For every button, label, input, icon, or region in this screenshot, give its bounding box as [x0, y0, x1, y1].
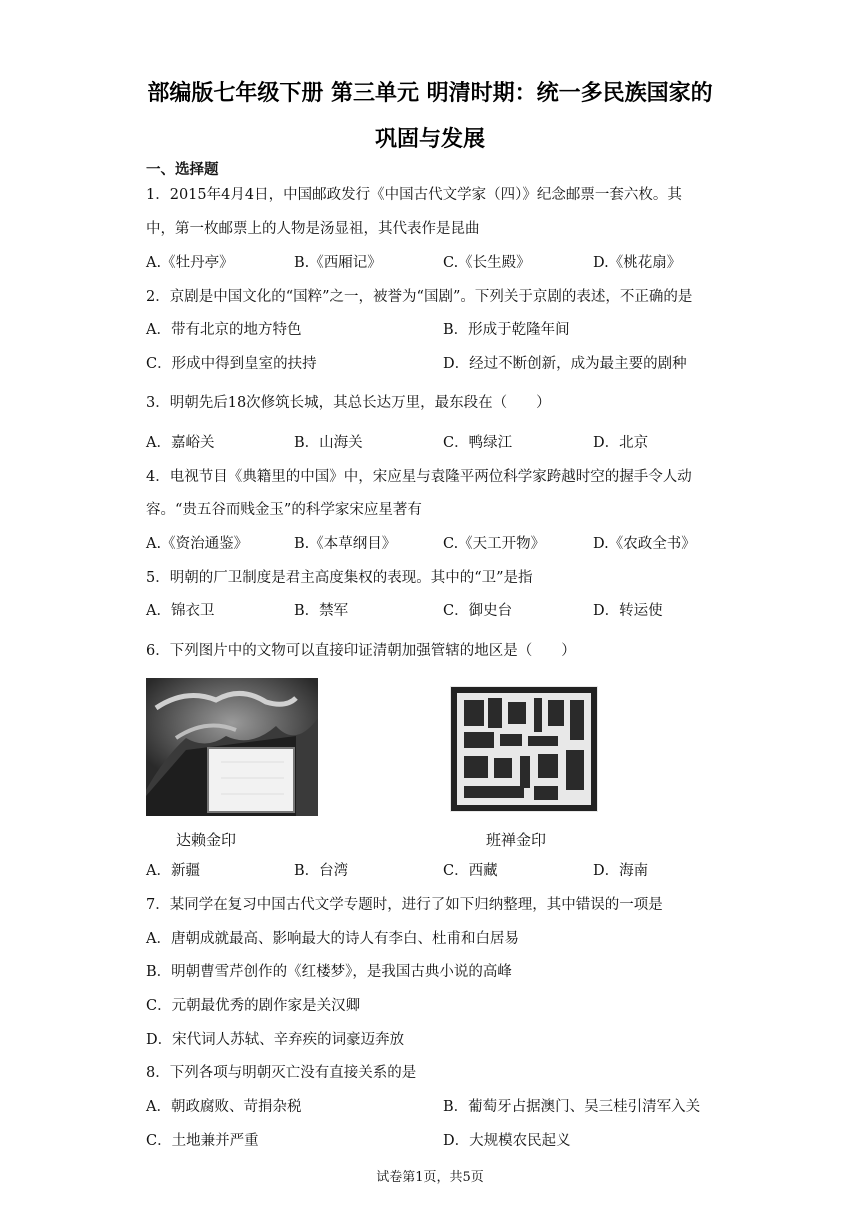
question-6-option-d: D．海南 [593, 863, 649, 879]
question-6-option-b: B．台湾 [294, 863, 349, 879]
question-5-option-a: A．锦衣卫 [146, 603, 215, 619]
question-2-option-c: C．形成中得到皇室的扶持 [146, 356, 317, 372]
page-title-line1: 部编版七年级下册 第三单元 明清时期：统一多民族国家的 [147, 81, 713, 106]
question-1-option-c: C.《长生殿》 [443, 255, 531, 271]
question-5-option-c: C．御史台 [443, 603, 513, 619]
question-6-line-1: 6．下列图片中的文物可以直接印证清朝加强管辖的地区是（ ） [146, 643, 576, 659]
question-4-option-b: B.《本草纲目》 [294, 536, 397, 552]
section-heading: 一、选择题 [146, 162, 219, 178]
question-5-line-1: 5．明朝的厂卫制度是君主高度集权的表现。其中的“卫”是指 [146, 570, 533, 586]
question-1-option-b: B.《西厢记》 [294, 255, 382, 271]
question-8-option-a: A．朝政腐败、苛捐杂税 [146, 1099, 302, 1115]
question-4-option-d: D.《农政全书》 [593, 536, 696, 552]
question-5-option-b: B．禁军 [294, 603, 349, 619]
question-4-line-2: 容。“贵五谷而贱金玉”的科学家宋应星著有 [146, 502, 422, 518]
question-4-line-1: 4．电视节目《典籍里的中国》中，宋应星与袁隆平两位科学家跨越时空的握手令人动 [146, 469, 692, 485]
question-6-option-c: C．西藏 [443, 863, 498, 879]
figure-caption-1: 达赖金印 [176, 831, 237, 849]
question-8-option-d: D．大规模农民起义 [443, 1133, 571, 1149]
question-8-line-1: 8．下列各项与明朝灭亡没有直接关系的是 [146, 1065, 417, 1081]
question-7-option-c: C．元朝最优秀的剧作家是关汉卿 [146, 998, 361, 1014]
question-4-option-a: A.《资治通鉴》 [146, 536, 249, 552]
question-3-option-d: D．北京 [593, 435, 649, 451]
question-1-line-2: 中，第一枚邮票上的人物是汤显祖，其代表作是昆曲 [146, 221, 480, 237]
question-7-option-a: A．唐朝成就最高、影响最大的诗人有李白、杜甫和白居易 [146, 931, 519, 947]
question-5-option-d: D．转运使 [593, 603, 663, 619]
page-title-line2: 巩固与发展 [374, 127, 485, 152]
question-2-option-a: A．带有北京的地方特色 [146, 322, 302, 338]
question-3-line-1: 3．明朝先后18次修筑长城，其总长达万里，最东段在（ ） [146, 395, 551, 411]
question-6-option-a: A．新疆 [146, 863, 200, 879]
dalai-gold-seal-photo [146, 678, 318, 816]
page-footer: 试卷第1页，共5页 [376, 1170, 484, 1185]
question-8-option-b: B．葡萄牙占据澳门、吴三桂引清军入关 [443, 1099, 701, 1115]
figure-caption-2: 班禅金印 [486, 831, 547, 849]
panchen-gold-seal-photo [450, 686, 598, 812]
question-3-option-a: A．嘉峪关 [146, 435, 215, 451]
question-7-line-1: 7．某同学在复习中国古代文学专题时，进行了如下归纳整理，其中错误的一项是 [146, 897, 663, 913]
question-3-option-b: B．山海关 [294, 435, 363, 451]
question-2-line-1: 2．京剧是中国文化的“国粹”之一，被誉为“国剧”。下列关于京剧的表述，不正确的是 [146, 289, 693, 305]
question-8-option-c: C．土地兼并严重 [146, 1133, 259, 1149]
question-2-option-b: B．形成于乾隆年间 [443, 322, 570, 338]
question-7-option-b: B．明朝曹雪芹创作的《红楼梦》，是我国古典小说的高峰 [146, 964, 512, 980]
question-7-option-d: D．宋代词人苏轼、辛弃疾的词豪迈奔放 [146, 1032, 405, 1048]
question-1-line-1: 1．2015年4月4日，中国邮政发行《中国古代文学家（四）》纪念邮票一套六枚。其 [146, 187, 682, 203]
question-4-option-c: C.《天工开物》 [443, 536, 546, 552]
question-2-option-d: D．经过不断创新，成为最主要的剧种 [443, 356, 687, 372]
question-3-option-c: C．鸭绿江 [443, 435, 513, 451]
question-1-option-a: A.《牡丹亭》 [146, 255, 234, 271]
question-1-option-d: D.《桃花扇》 [593, 255, 682, 271]
